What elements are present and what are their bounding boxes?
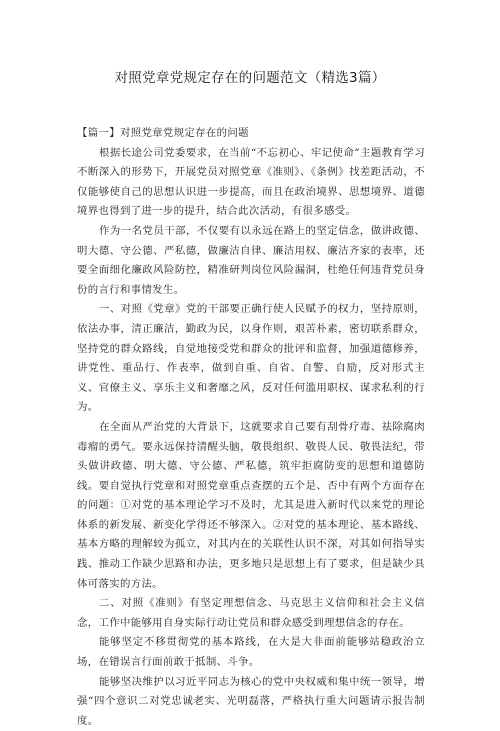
- paragraph: 二、对照《准则》有坚定理想信念、马克思主义信仰和社会主义信念，工作中能够用自身实际行动让党员和群众感受到理想信念的存在。: [77, 597, 425, 629]
- paragraph: 作为一名党员干部，不仅要有以永远在路上的坚定信念，做讲政德、明大德、守公德、严私德，做廉洁自律、廉洁用权、廉洁齐家的表率，还要全面细化廉政风险防控，精准研判岗位风险漏洞，杜绝任何违背党员身份的言行和事情发生。: [77, 224, 425, 296]
- paragraph: 在全面从严治党的大背景下，这就要求自己要有刮骨疗毒、祛除腐肉毒瘤的勇气。要永远保持清醒头脑，敬畏组织、敬畏人民、敬畏法纪，带头做讲政德、明大德、守公德、严私德，筑牢拒腐防变的思想和道德防线。要自觉执行党章和对照党章重点查摆的五个是、否中有两个方面存在的问题：①对党的基本理论学习不及时，尤其是进入新时代以来党的理论体系的新发展、新变化学得还不够深入。②对党的基本理论、基本路线、基本方略的理解较为孤立，对其内在的关联性认识不深，对其如何指导实践、推动工作缺少思路和办法，更多地只是思想上有了要求，但是缺少具体可落实的方法。: [77, 420, 425, 590]
- document-title: 对照党章党规定存在的问题范文（精选3篇）: [114, 70, 386, 86]
- paragraph: 能够坚定不移贯彻党的基本路线，在大是大非面前能够站稳政治立场，在错误言行面前敢于抵制、斗争。: [77, 636, 425, 669]
- document-body: [77, 124, 425, 731]
- paragraph: 能够坚决维护以习近平同志为核心的党中央权威和集中统一领导，增强“四个意识二对党忠诚老实、光明磊落，严格执行重大问题请示报告制度。: [77, 675, 425, 727]
- section-heading: 【篇一】对照党章党规定存在的问题: [77, 127, 249, 139]
- paragraph: 一、对照《党章》党的干部要正确行使人民赋予的权力，坚持原则，依法办事，清正廉洁，勤政为民，以身作则，艰苦朴素，密切联系群众，坚持党的群众路线，自觉地接受党和群众的批评和监督，加强道德修养，讲党性、重品行、作表率，做到自重、自省、自警、自励，反对形式主义、官僚主义、享乐主义和奢靡之风，反对任何滥用职权、谋求私利的行为。: [77, 303, 425, 414]
- paragraph: 根据长途公司党委要求，在当前“不忘初心、牢记使命”主题教育学习不断深入的形势下，开展党员对照党章《准则》、《条例》找差距活动，不仅能够使自己的思想认识进一步提高，而且在政治境界、思想境界、道德境界也得到了进一步的提升，结合此次活动，有很多感受。: [77, 146, 425, 218]
